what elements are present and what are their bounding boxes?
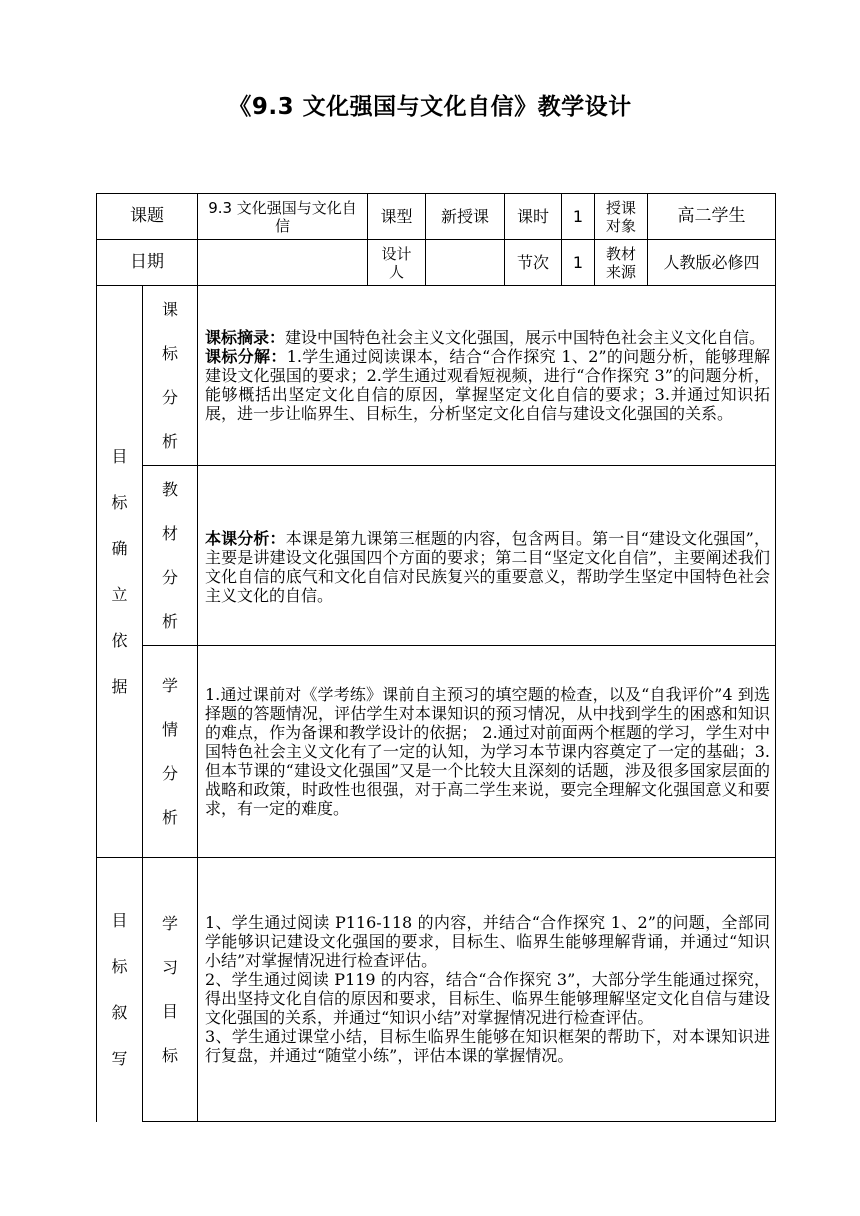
hours-label: 课时 [505,194,562,240]
designer-value [426,240,505,286]
spacer [205,507,770,529]
lesson-type-label: 课型 [368,194,426,240]
lesson-type-value: 新授课 [426,194,505,240]
curriculum-excerpt: 课标摘录：建设中国特色社会主义文化强国，展示中国特色社会主义文化自信。 [205,328,766,347]
learner-row [97,646,776,858]
goals-row [97,858,776,1122]
header-row-2 [97,240,776,286]
textbook-source-value: 人教版必修四 [648,240,776,286]
learning-goal-item: 2、学生通过阅读 P119 的内容，结合“合作探究 3”，大部分学生能通过探究，得出坚持文化自信的原因和要求，目标生、临界生能够理解坚定文化自信与建设文化强国的关系，并通过“知识小结”对掌握情况进行检查评估。 [205,969,770,1027]
curriculum-analysis-label: 课 标 分 析 [143,286,198,466]
learning-goals-content [198,858,776,1122]
topic-value: 9.3 文化强国与文化自信 [198,194,368,240]
curriculum-analysis-content [198,286,776,466]
designer-label: 设计人 [368,240,426,286]
learning-goals-label: 学 习 目 标 [143,858,198,1122]
learner-analysis-content: 1.通过课前对《学考练》课前自主预习的填空题的检查，以及“自我评价”4 到选择题的答题情况，评估学生对本课知识的预习情况，从中找到学生的困惑和知识的难点，作为备课和教学设计的依据； 2.通过对前面两个框题的学习，学生对中国特色社会主义文化有了一定的认知，为学习本节课内容奠定了一定的基础；3. 但本节课的“建设文化强国”又是一个比较大且深刻的话题，涉及很多国家层面的战略和政策，时政性也很强，对于高二学生来说，要完全理解文化强国意义和要求，有一定的难度。 [198,646,776,858]
date-value [198,240,368,286]
session-value: 1 [562,240,595,286]
session-label: 节次 [505,240,562,286]
lesson-plan-table [96,193,776,1122]
learner-analysis-label: 学 情 分 析 [143,646,198,858]
textbook-analysis-content [198,466,776,646]
learning-goal-item: 1、学生通过阅读 P116-118 的内容，并结合“合作探究 1、2”的问题，全部同学能够识记建设文化强国的要求，目标生、临界生能够理解背诵，并通过“知识小结”对掌握情况进行检查评估。 [205,912,770,970]
textbook-row [97,466,776,646]
topic-label: 课题 [97,194,198,240]
lesson-analysis: 本课分析：本课是第九课第三框题的内容，包含两目。第一目“建设文化强国”，主要是讲建设文化强国四个方面的要求；第二目“坚定文化自信”，主要阐述我们文化自信的底气和文化自信对民族复兴的重要意义，帮助学生坚定中国特色社会主义文化的自信。 [205,528,770,605]
learning-goal-item: 3、学生通过课堂小结，目标生临界生能够在知识框架的帮助下，对本课知识进行复盘，并通过“随堂小练”，评估本课的掌握情况。 [205,1026,770,1065]
textbook-analysis-label: 教 材 分 析 [143,466,198,646]
audience-label: 授课对象 [595,194,648,240]
section-basis-label: 目 标 确 立 依 据 [97,286,143,858]
curriculum-row [97,286,776,466]
date-label: 日期 [97,240,198,286]
audience-value: 高二学生 [648,194,776,240]
hours-value: 1 [562,194,595,240]
section-goals-label: 目 标 叙 写 [97,858,143,1122]
page-title: 《9.3 文化强国与文化自信》教学设计 [228,94,632,120]
curriculum-breakdown: 课标分解：1.学生通过阅读课本，结合“合作探究 1、2”的问题分析，能够理解建设文化强国的要求；2.学生通过观看短视频，进行“合作探究 3”的问题分析，能够概括出坚定文化自信的原因，掌握坚定文化自信的要求；3.并通过知识拓展，进一步让临界生、目标生，分析坚定文化自信与建设文化强国的关系。 [205,347,770,423]
header-row-1 [97,194,776,240]
textbook-source-label: 教材来源 [595,240,648,286]
